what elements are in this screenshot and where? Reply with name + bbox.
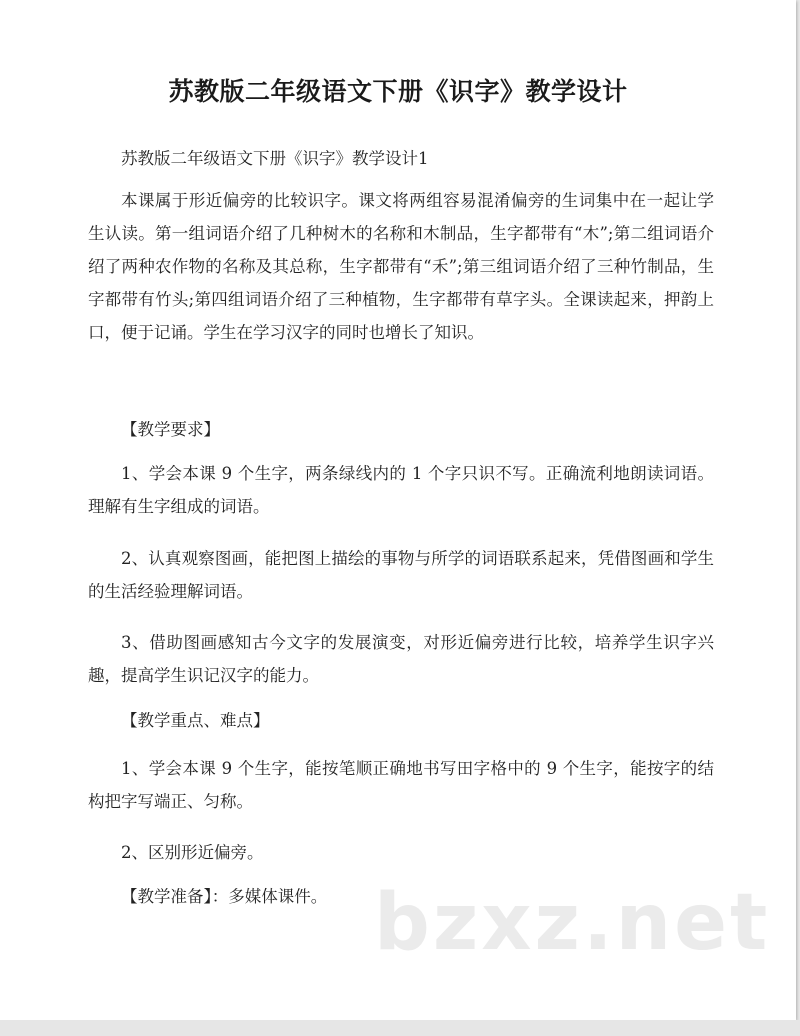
document-title: 苏教版二年级语文下册《识字》教学设计 <box>168 77 628 106</box>
requirement-item-1: 1、学会本课 9 个生字，两条绿线内的 1 个字只识不写。正确流利地朗读词语。理解有生字组成的词语。 <box>88 464 714 516</box>
page-bottom-strip <box>0 1020 800 1036</box>
keypoint-item-2: 2、区别形近偏旁。 <box>121 843 264 862</box>
intro-paragraph: 本课属于形近偏旁的比较识字。课文将两组容易混淆偏旁的生词集中在一起让学生认读。第一组词语介绍了几种树木的名称和木制品，生字都带有“木”;第二组词语介绍了两种农作物的名称及其总称，生字都带有“禾”;第三组词语介绍了三种竹制品，生字都带有竹头;第四组词语介绍了三种植物，生字都带有草字头。全课读起来，押韵上口，便于记诵。学生在学习汉字的同时也增长了知识。 <box>88 191 714 342</box>
keypoint-item-1: 1、学会本课 9 个生字，能按笔顺正确地书写田字格中的 9 个生字，能按字的结构把字写端正、匀称。 <box>88 759 714 811</box>
preparation-line: 【教学准备】：多媒体课件。 <box>121 887 328 906</box>
requirement-item-2: 2、认真观察图画，能把图上描绘的事物与所学的词语联系起来，凭借图画和学生的生活经验理解词语。 <box>88 549 714 601</box>
requirement-item-3: 3、借助图画感知古今文字的发展演变，对形近偏旁进行比较，培养学生识字兴趣，提高学生识记汉字的能力。 <box>88 633 714 685</box>
keypoints-heading: 【教学重点、难点】 <box>121 711 270 730</box>
watermark-logo: bzxz.net <box>374 878 771 968</box>
requirements-heading: 【教学要求】 <box>121 420 220 439</box>
document-subtitle: 苏教版二年级语文下册《识字》教学设计1 <box>121 149 429 168</box>
